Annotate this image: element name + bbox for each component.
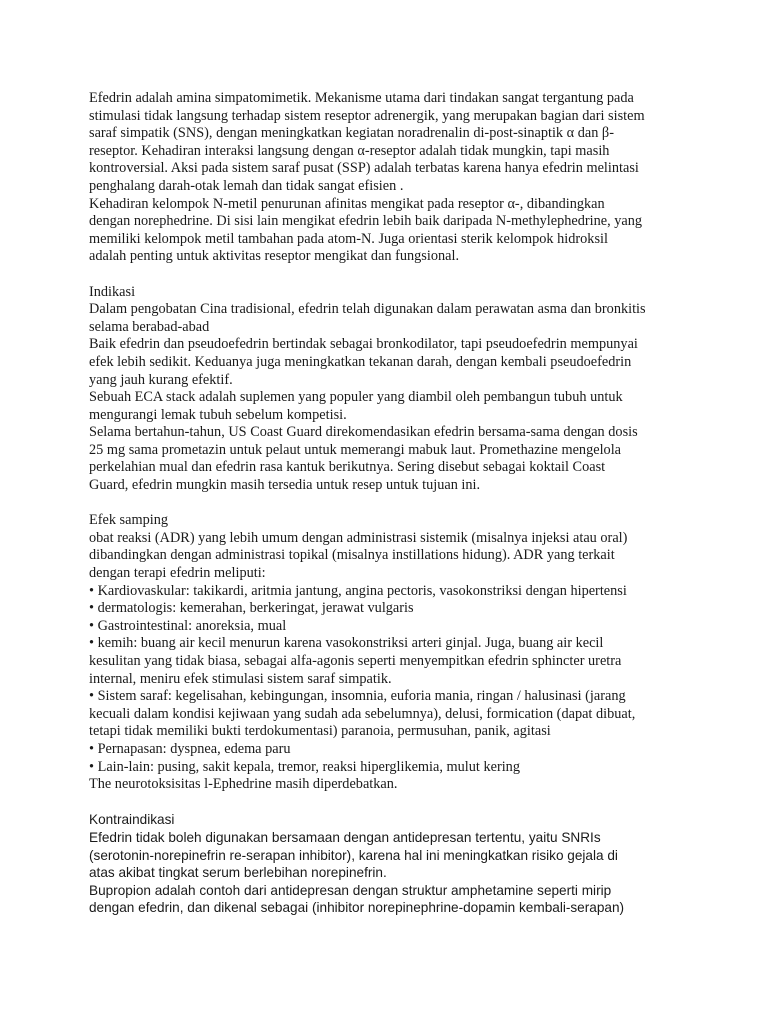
- intro-paragraph: [89, 90, 689, 266]
- text-line: Efedrin tidak boleh digunakan bersamaan dengan antidepresan tertentu, yaitu SNRIs: [89, 829, 601, 845]
- text-line: dibandingkan dengan administrasi topikal (misalnya instillations hidung). ADR yang terkait: [89, 547, 615, 564]
- bullet-item: • dermatologis: kemerahan, berkeringat, jerawat vulgaris: [89, 600, 414, 617]
- text-line: dengan terapi efedrin meliputi:: [89, 565, 266, 582]
- text-line: memiliki kelompok metil tambahan pada atom-N. Juga orientasi sterik kelompok hidroksil: [89, 230, 608, 247]
- text-line: (serotonin-norepinefrin re-serapan inhibitor), karena hal ini meningkatkan risiko gejala di: [89, 847, 618, 863]
- document-page: [89, 90, 689, 917]
- text-line: stimulasi tidak langsung terhadap sistem reseptor adrenergik, yang merupakan bagian dari sistem: [89, 107, 645, 124]
- text-line: mengurangi lemak tubuh sebelum kompetisi.: [89, 406, 347, 423]
- section-efek-samping: [89, 512, 689, 794]
- text-line: kecuali dalam kondisi kejiwaan yang sudah ada sebelumnya), delusi, formication (dapat dibuat,: [89, 705, 636, 722]
- text-line: Dalam pengobatan Cina tradisional, efedrin telah digunakan dalam perawatan asma dan bronkitis: [89, 301, 646, 318]
- text-line: The neurotoksisitas l-Ephedrine masih diperdebatkan.: [89, 776, 398, 793]
- text-line: dengan norephedrine. Di sisi lain mengikat efedrin lebih baik daripada N-methylephedrine, yang: [89, 213, 643, 230]
- text-line: reseptor. Kehadiran interaksi langsung dengan α-reseptor adalah tidak mungkin, tapi masih: [89, 142, 610, 159]
- bullet-item: • Gastrointestinal: anoreksia, mual: [89, 617, 287, 634]
- text-line: Efedrin adalah amina simpatomimetik. Mekanisme utama dari tindakan sangat tergantung pada: [89, 90, 634, 106]
- text-line: Guard, efedrin mungkin masih tersedia untuk resep untuk tujuan ini.: [89, 477, 481, 494]
- text-line: atas akibat tingkat serum berlebihan norepinefrin.: [89, 865, 387, 881]
- text-line: selama berabad-abad: [89, 318, 210, 335]
- text-line: dengan efedrin, dan dikenal sebagai (inhibitor norepinephrine-dopamin kembali-serapan): [89, 900, 625, 916]
- section-title-indikasi: Indikasi: [89, 283, 136, 300]
- text-line: internal, meniru efek stimulasi sistem saraf simpatik.: [89, 670, 392, 687]
- section-kontraindikasi: [89, 811, 689, 917]
- text-line: yang jauh kurang efektif.: [89, 371, 233, 388]
- section-title-kontraindikasi: Kontraindikasi: [89, 812, 175, 828]
- text-line: Baik efedrin dan pseudoefedrin bertindak sebagai bronkodilator, tapi pseudoefedrin mempunyai: [89, 336, 638, 353]
- text-line: kesulitan yang tidak biasa, sebagai alfa-agonis seperti menyempitkan efedrin sphincter uretra: [89, 653, 622, 669]
- paragraph-gap: [89, 266, 689, 284]
- text-line: Kehadiran kelompok N-metil penurunan afinitas mengikat pada reseptor α-, dibandingkan: [89, 195, 605, 212]
- text-line: 25 mg sama prometazin untuk pelaut untuk memerangi mabuk laut. Promethazine mengelola: [89, 441, 622, 458]
- bullet-item: • Lain-lain: pusing, sakit kepala, tremor, reaksi hiperglikemia, mulut kering: [89, 758, 520, 775]
- text-line: Sebuah ECA stack adalah suplemen yang populer yang diambil oleh pembangun tubuh untuk: [89, 389, 623, 406]
- text-line: Selama bertahun-tahun, US Coast Guard direkomendasikan efedrin bersama-sama dengan dosis: [89, 424, 638, 441]
- text-line: efek lebih sedikit. Keduanya juga meningkatkan tekanan darah, dengan kembali pseudoefedrin: [89, 353, 632, 370]
- paragraph-gap: [89, 794, 689, 812]
- bullet-item: • kemih: buang air kecil menurun karena vasokonstriksi arteri ginjal. Juga, buang air kecil: [89, 635, 604, 652]
- text-line: Bupropion adalah contoh dari antidepresan dengan struktur amphetamine seperti mirip: [89, 882, 612, 898]
- paragraph-gap: [89, 495, 689, 513]
- text-line: kontroversial. Aksi pada sistem saraf pusat (SSP) adalah terbatas karena hanya efedrin melintasi: [89, 160, 639, 177]
- section-title-efek-samping: Efek samping: [89, 512, 169, 529]
- text-line: obat reaksi (ADR) yang lebih umum dengan administrasi sistemik (misalnya injeksi atau oral): [89, 529, 628, 546]
- text-line: adalah penting untuk aktivitas reseptor mengikat dan fungsional.: [89, 248, 460, 265]
- text-line: tetapi tidak memiliki bukti terdokumentasi) paranoia, permusuhan, panik, agitasi: [89, 723, 551, 740]
- text-line: penghalang darah-otak lemah dan tidak sangat efisien .: [89, 177, 404, 194]
- section-indikasi: [89, 284, 689, 495]
- text-line: perkelahian mual dan efedrin rasa kantuk berikutnya. Sering disebut sebagai koktail Coast: [89, 459, 606, 476]
- bullet-item: • Sistem saraf: kegelisahan, kebingungan, insomnia, euforia mania, ringan / halusinasi (jarang: [89, 688, 626, 705]
- text-line: saraf simpatik (SNS), dengan meningkatkan kegiatan noradrenalin di-post-sinaptik α dan β-: [89, 125, 614, 142]
- bullet-item: • Pernapasan: dyspnea, edema paru: [89, 740, 291, 757]
- bullet-item: • Kardiovaskular: takikardi, aritmia jantung, angina pectoris, vasokonstriksi dengan hipertensi: [89, 582, 627, 599]
